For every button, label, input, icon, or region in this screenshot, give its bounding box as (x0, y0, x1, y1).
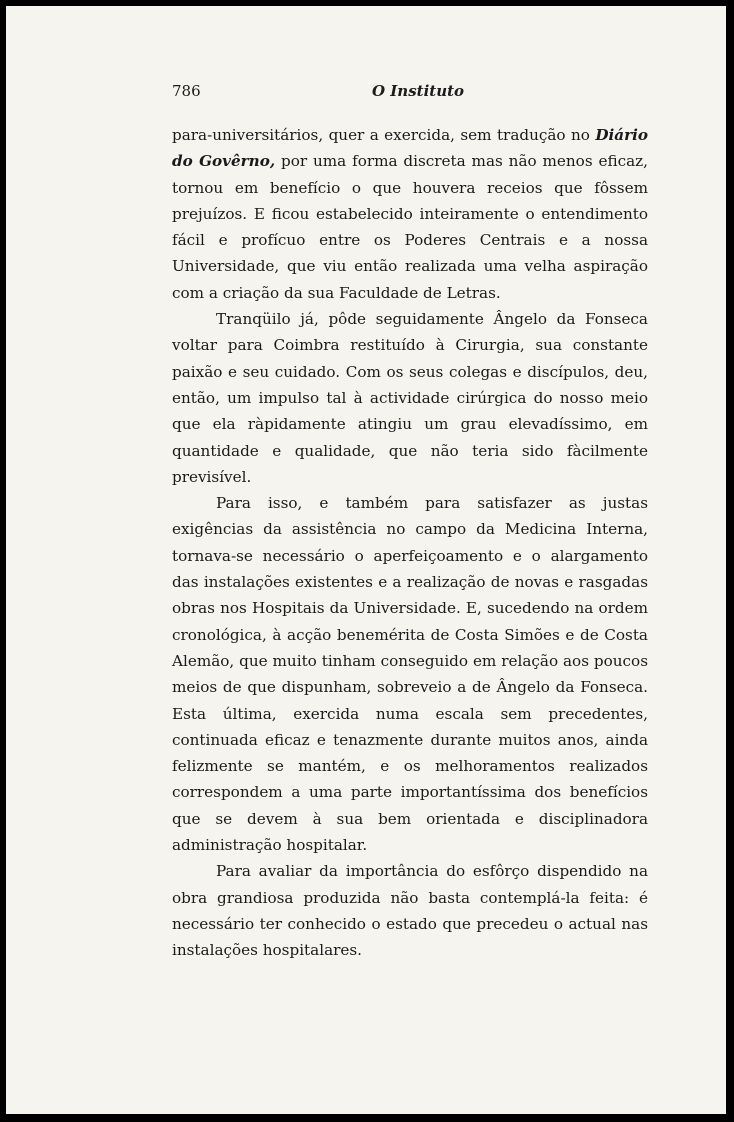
paragraph-1-rest: por uma forma discreta mas não menos eficaz, tornou em benefício o que houvera receios que fôssem prejuízos. E ficou estabelecido inteiramente o entendimento fácil e profícuo entre os Poderes Centrais e a nossa Universidade, que viu então realizada uma velha aspiração com a criação da sua Faculdade de Letras. (172, 152, 648, 302)
paragraph-2: Tranqüilo já, pôde seguidamente Ângelo da Fonseca voltar para Coimbra restituído à Cirurgia, sua constante paixão e seu cuidado. Com os seus colegas e discípulos, deu, então, um impulso tal à actividade cirúrgica do nosso meio que ela ràpidamente atingiu um grau elevadíssimo, em quantidade e qualidade, que não teria sido fàcilmente previsível. (172, 310, 648, 486)
paragraph-4: Para avaliar da importância do esfôrço dispendido na obra grandiosa produzida não basta contemplá-la feita: é necessário ter conhecido o estado que precedeu o actual nas instalações hospitalares. (172, 862, 648, 960)
page-header (172, 82, 652, 106)
paragraph-3: Para isso, e também para satisfazer as justas exigências da assistência no campo da Medicina Interna, tornava-se necessário o aperfeiçoamento e o alargamento das instalações existentes e a realização de novas e rasgadas obras nos Hospitais da Universidade. E, sucedendo na ordem cronológica, à acção benemérita de Costa Simões e de Costa Alemão, que muito tinham conseguido em relação aos poucos meios de que dispunham, sobreveio a de Ângelo da Fonseca. Esta última, exercida numa escala sem precedentes, continuada eficaz e tenazmente durante muitos anos, ainda felizmente se mantém, e os melhoramentos realizados correspondem a uma parte importantíssima dos benefícios que se devem à sua bem orientada e disciplinadora administração hospitalar. (172, 494, 648, 855)
paragraph-1 (172, 122, 648, 306)
page-number: 786 (172, 82, 201, 100)
journal-title: Diário do Govêrno, (172, 126, 648, 171)
book-page (6, 6, 726, 1114)
paragraph-1-start: para-universitários, quer a exercida, sem tradução no (172, 126, 596, 144)
body-text (172, 122, 648, 964)
running-title: O Instituto (372, 82, 465, 100)
